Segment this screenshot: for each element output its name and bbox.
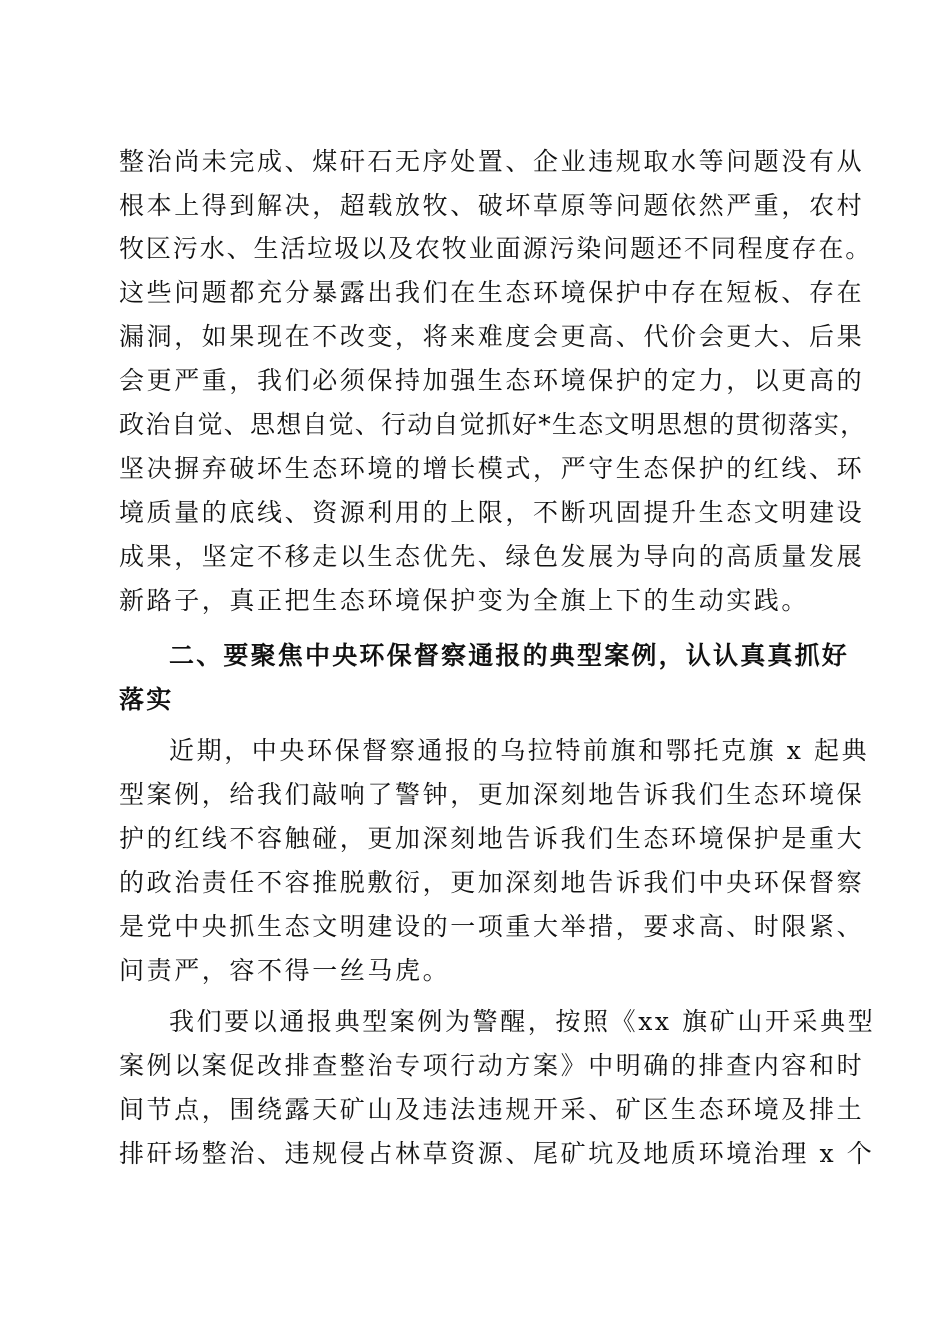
text-line: 根本上得到解决，超载放牧、破坏草原等问题依然严重，农村 — [119, 191, 865, 220]
text-line: 型案例，给我们敲响了警钟，更加深刻地告诉我们生态环境保 — [119, 780, 865, 809]
text-line: 是党中央抓生态文明建设的一项重大举措，要求高、时限紧、 — [119, 912, 865, 941]
paragraph-first-line: 我们要以通报典型案例为警醒，按照《xx 旗矿山开采典型 — [169, 1007, 876, 1036]
text-line: 的政治责任不容推脱敷衍，更加深刻地告诉我们中央环保督察 — [119, 868, 865, 897]
text-line: 间节点，围绕露天矿山及违法违规开采、矿区生态环境及排土 — [119, 1095, 865, 1124]
text-line: 牧区污水、生活垃圾以及农牧业面源污染问题还不同程度存在。 — [119, 234, 873, 263]
text-line: 坚决摒弃破坏生态环境的增长模式，严守生态保护的红线、环 — [119, 454, 865, 483]
section-heading: 二、要聚焦中央环保督察通报的典型案例，认认真真抓好 — [169, 641, 850, 670]
text-line: 政治自觉、思想自觉、行动自觉抓好*生态文明思想的贯彻落实， — [119, 410, 867, 439]
text-line: 会更严重，我们必须保持加强生态环境保护的定力，以更高的 — [119, 366, 865, 395]
text-line: 新路子，真正把生态环境保护变为全旗上下的生动实践。 — [119, 586, 810, 615]
paragraph-first-line: 近期，中央环保督察通报的乌拉特前旗和鄂托克旗 x 起典 — [169, 736, 870, 765]
text-line: 案例以案促改排查整治专项行动方案》中明确的排查内容和时 — [119, 1051, 865, 1080]
section-heading-continued: 落实 — [119, 685, 174, 714]
text-line: 整治尚未完成、煤矸石无序处置、企业违规取水等问题没有从 — [119, 147, 865, 176]
text-line: 境质量的底线、资源利用的上限，不断巩固提升生态文明建设 — [119, 498, 865, 527]
text-line: 问责严，容不得一丝马虎。 — [119, 956, 451, 985]
text-line: 成果，坚定不移走以生态优先、绿色发展为导向的高质量发展 — [119, 542, 865, 571]
text-line: 这些问题都充分暴露出我们在生态环境保护中存在短板、存在 — [119, 278, 865, 307]
text-line: 排矸场整治、违规侵占林草资源、尾矿坑及地质环境治理 x 个 — [119, 1139, 875, 1168]
text-line: 护的红线不容触碰，更加深刻地告诉我们生态环境保护是重大 — [119, 824, 865, 853]
text-line: 漏洞，如果现在不改变，将来难度会更高、代价会更大、后果 — [119, 322, 865, 351]
